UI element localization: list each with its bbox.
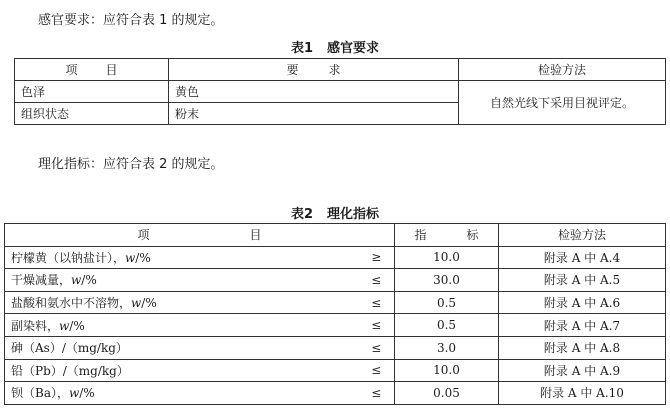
- table2-method-cell: 附录 A 中 A.7: [499, 314, 666, 337]
- table1-method-cell: 自然光线下采用目视评定。: [459, 81, 666, 125]
- table1-header-item: 项 目: [15, 59, 169, 81]
- table2-value-cell: 3.0: [395, 336, 499, 359]
- table2-value-cell: 10.0: [395, 359, 499, 382]
- table2-item-cell: 铅（Pb）/（mg/kg）: [5, 359, 359, 382]
- table2-symbol-cell: ≤: [359, 314, 395, 337]
- table-row: [5, 314, 666, 337]
- table1-requirement-cell: 粉末: [169, 103, 459, 125]
- table1-caption: [0, 37, 670, 56]
- table2-value-cell: 0.5: [395, 314, 499, 337]
- table1-item-cell: 色泽: [15, 81, 169, 103]
- table2-item-cell: 柠檬黄（以钠盐计），w/%: [5, 246, 359, 269]
- table1-header-method: 检验方法: [459, 59, 666, 81]
- table2-caption-number: 表2: [290, 207, 314, 222]
- table2-value-cell: 0.05: [395, 382, 499, 405]
- table-row: [5, 336, 666, 359]
- table1-caption-number: 表1: [290, 41, 314, 56]
- table2-method-cell: 附录 A 中 A.10: [499, 382, 666, 405]
- table-row: [5, 359, 666, 382]
- physicochemical-table: [4, 223, 666, 405]
- table2-item-cell: 盐酸和氨水中不溶物，w/%: [5, 291, 359, 314]
- table2-value-cell: 0.5: [395, 291, 499, 314]
- table2-header-item: 项 目: [5, 224, 395, 247]
- table-row: [5, 382, 666, 405]
- table-row: [5, 269, 666, 292]
- table2-caption: [0, 203, 670, 222]
- table2-header-row: [5, 224, 666, 247]
- table1-requirement-cell: 黄色: [169, 81, 459, 103]
- table2-symbol-cell: ≥: [359, 246, 395, 269]
- table2-symbol-cell: ≤: [359, 336, 395, 359]
- table2-method-cell: 附录 A 中 A.4: [499, 246, 666, 269]
- table2-method-cell: 附录 A 中 A.6: [499, 291, 666, 314]
- table2-item-cell: 副染料，w/%: [5, 314, 359, 337]
- intro-physicochemical: 理化指标：应符合表 2 的规定。: [38, 157, 224, 172]
- table-row: [5, 291, 666, 314]
- table-row: [15, 81, 666, 103]
- table2-symbol-cell: ≤: [359, 382, 395, 405]
- table2-symbol-cell: ≤: [359, 359, 395, 382]
- table2-caption-title: 理化指标: [327, 207, 380, 222]
- table2-item-cell: 干燥减量，w/%: [5, 269, 359, 292]
- sensory-table: [14, 58, 666, 125]
- table2-item-cell: 砷（As）/（mg/kg）: [5, 336, 359, 359]
- table1-header-requirement: 要 求: [169, 59, 459, 81]
- table2-header-index: 指 标: [395, 224, 499, 247]
- table2-method-cell: 附录 A 中 A.9: [499, 359, 666, 382]
- intro-sensory: 感官要求：应符合表 1 的规定。: [38, 13, 224, 28]
- table2-symbol-cell: ≤: [359, 269, 395, 292]
- table1-caption-title: 感官要求: [327, 41, 380, 56]
- table2-method-cell: 附录 A 中 A.5: [499, 269, 666, 292]
- table2-symbol-cell: ≤: [359, 291, 395, 314]
- table1-item-cell: 组织状态: [15, 103, 169, 125]
- table2-method-cell: 附录 A 中 A.8: [499, 336, 666, 359]
- table2-value-cell: 10.0: [395, 246, 499, 269]
- table2-header-method: 检验方法: [499, 224, 666, 247]
- table1-header-row: [15, 59, 666, 81]
- table-row: [5, 246, 666, 269]
- table2-item-cell: 钡（Ba），w/%: [5, 382, 359, 405]
- table2-value-cell: 30.0: [395, 269, 499, 292]
